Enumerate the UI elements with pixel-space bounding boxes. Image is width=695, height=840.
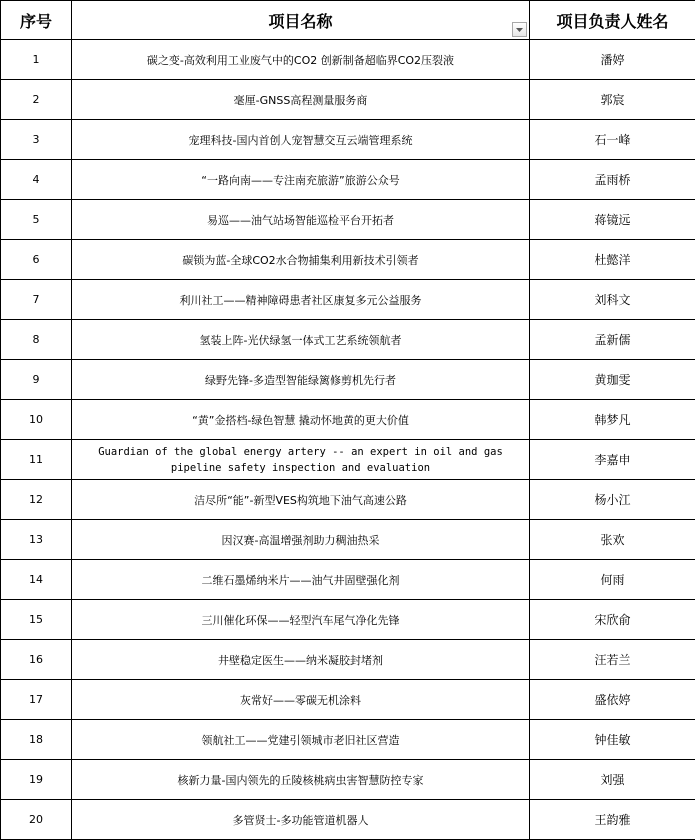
table-row	[1, 400, 695, 440]
table-row	[1, 360, 695, 400]
project-name-cell: 灰常好——零碳无机涂料	[72, 680, 530, 720]
row-number-cell: 3	[1, 120, 72, 160]
project-lead-cell: 王韵雅	[530, 800, 695, 840]
row-number-cell: 10	[1, 400, 72, 440]
project-name-cell: 领航社工——党建引领城市老旧社区营造	[72, 720, 530, 760]
dropdown-arrow-icon	[516, 28, 523, 32]
project-lead-cell: 盛依婷	[530, 680, 695, 720]
table-row	[1, 640, 695, 680]
project-lead-cell: 何雨	[530, 560, 695, 600]
table-row	[1, 600, 695, 640]
project-lead-cell: 李嘉申	[530, 440, 695, 480]
project-name-cell: 二维石墨烯纳米片——油气井固壁强化剂	[72, 560, 530, 600]
row-number-cell: 8	[1, 320, 72, 360]
project-name-cell: 因汉赛-高温增强剂助力稠油热采	[72, 520, 530, 560]
project-lead-cell: 刘强	[530, 760, 695, 800]
project-name-cell: 利川社工——精神障碍患者社区康复多元公益服务	[72, 280, 530, 320]
row-number-cell: 4	[1, 160, 72, 200]
table-row	[1, 760, 695, 800]
project-lead-cell: 郭宸	[530, 80, 695, 120]
header-project-lead	[530, 1, 695, 40]
row-number-cell: 12	[1, 480, 72, 520]
row-number-cell: 7	[1, 280, 72, 320]
table-row	[1, 40, 695, 80]
project-lead-cell: 汪若兰	[530, 640, 695, 680]
table-row	[1, 80, 695, 120]
project-lead-cell: 杜懿洋	[530, 240, 695, 280]
row-number-cell: 15	[1, 600, 72, 640]
project-name-cell: 碳锁为蓝-全球CO2水合物捕集利用新技术引领者	[72, 240, 530, 280]
table-row	[1, 520, 695, 560]
table-row	[1, 320, 695, 360]
row-number-cell: 5	[1, 200, 72, 240]
project-lead-cell: 韩梦凡	[530, 400, 695, 440]
row-number-cell: 17	[1, 680, 72, 720]
table-row	[1, 160, 695, 200]
project-lead-cell: 蒋镜远	[530, 200, 695, 240]
row-number-cell: 11	[1, 440, 72, 480]
header-project-name-label: 项目名称	[268, 12, 332, 31]
table-row	[1, 240, 695, 280]
project-name-cell: 洁尽所“能”-新型VES构筑地下油气高速公路	[72, 480, 530, 520]
project-lead-cell: 石一峰	[530, 120, 695, 160]
project-lead-cell: 钟佳敏	[530, 720, 695, 760]
table-row	[1, 680, 695, 720]
filter-dropdown-button[interactable]	[512, 22, 527, 37]
table-row	[1, 280, 695, 320]
table-row	[1, 480, 695, 520]
project-lead-cell: 杨小江	[530, 480, 695, 520]
project-lead-cell: 刘科文	[530, 280, 695, 320]
project-name-cell: 碳之变-高效利用工业废气中的CO2 创新制备超临界CO2压裂液	[72, 40, 530, 80]
project-name-cell: 井壁稳定医生——纳米凝胶封堵剂	[72, 640, 530, 680]
table-row	[1, 720, 695, 760]
table-row	[1, 200, 695, 240]
project-name-cell: 绿野先锋-多造型智能绿篱修剪机先行者	[72, 360, 530, 400]
row-number-cell: 13	[1, 520, 72, 560]
header-project-lead-label: 项目负责人姓名	[556, 12, 668, 31]
row-number-cell: 6	[1, 240, 72, 280]
header-project-name	[72, 1, 530, 40]
table-row	[1, 120, 695, 160]
project-name-cell: 核新力量-国内领先的丘陵核桃病虫害智慧防控专家	[72, 760, 530, 800]
project-name-cell: 毫厘-GNSS高程测量服务商	[72, 80, 530, 120]
project-lead-cell: 潘婷	[530, 40, 695, 80]
row-number-cell: 14	[1, 560, 72, 600]
table-row	[1, 440, 695, 480]
project-name-cell: Guardian of the global energy artery -- an expert in oil and gas pipeline safety inspection and evaluation	[72, 440, 530, 480]
project-name-cell: 三川催化环保——轻型汽车尾气净化先锋	[72, 600, 530, 640]
row-number-cell: 16	[1, 640, 72, 680]
row-number-cell: 1	[1, 40, 72, 80]
header-no	[1, 1, 72, 40]
row-number-cell: 19	[1, 760, 72, 800]
row-number-cell: 9	[1, 360, 72, 400]
project-lead-cell: 黄珈雯	[530, 360, 695, 400]
row-number-cell: 18	[1, 720, 72, 760]
table-row	[1, 800, 695, 840]
project-name-cell: 多管贤士-多功能管道机器人	[72, 800, 530, 840]
project-name-cell: 宠理科技-国内首创人宠智慧交互云端管理系统	[72, 120, 530, 160]
header-row	[1, 1, 695, 40]
project-lead-cell: 张欢	[530, 520, 695, 560]
project-name-cell: “黄”金搭档-绿色智慧 撬动怀地黄的更大价值	[72, 400, 530, 440]
project-name-cell: “一路向南——专注南充旅游”旅游公众号	[72, 160, 530, 200]
project-lead-cell: 孟雨桥	[530, 160, 695, 200]
project-name-cell: 氢装上阵-光伏绿氢一体式工艺系统领航者	[72, 320, 530, 360]
project-name-cell: 易巡——油气站场智能巡检平台开拓者	[72, 200, 530, 240]
header-no-label: 序号	[20, 12, 52, 31]
project-lead-cell: 宋欣俞	[530, 600, 695, 640]
project-lead-cell: 孟新儒	[530, 320, 695, 360]
row-number-cell: 20	[1, 800, 72, 840]
row-number-cell: 2	[1, 80, 72, 120]
table-row	[1, 560, 695, 600]
